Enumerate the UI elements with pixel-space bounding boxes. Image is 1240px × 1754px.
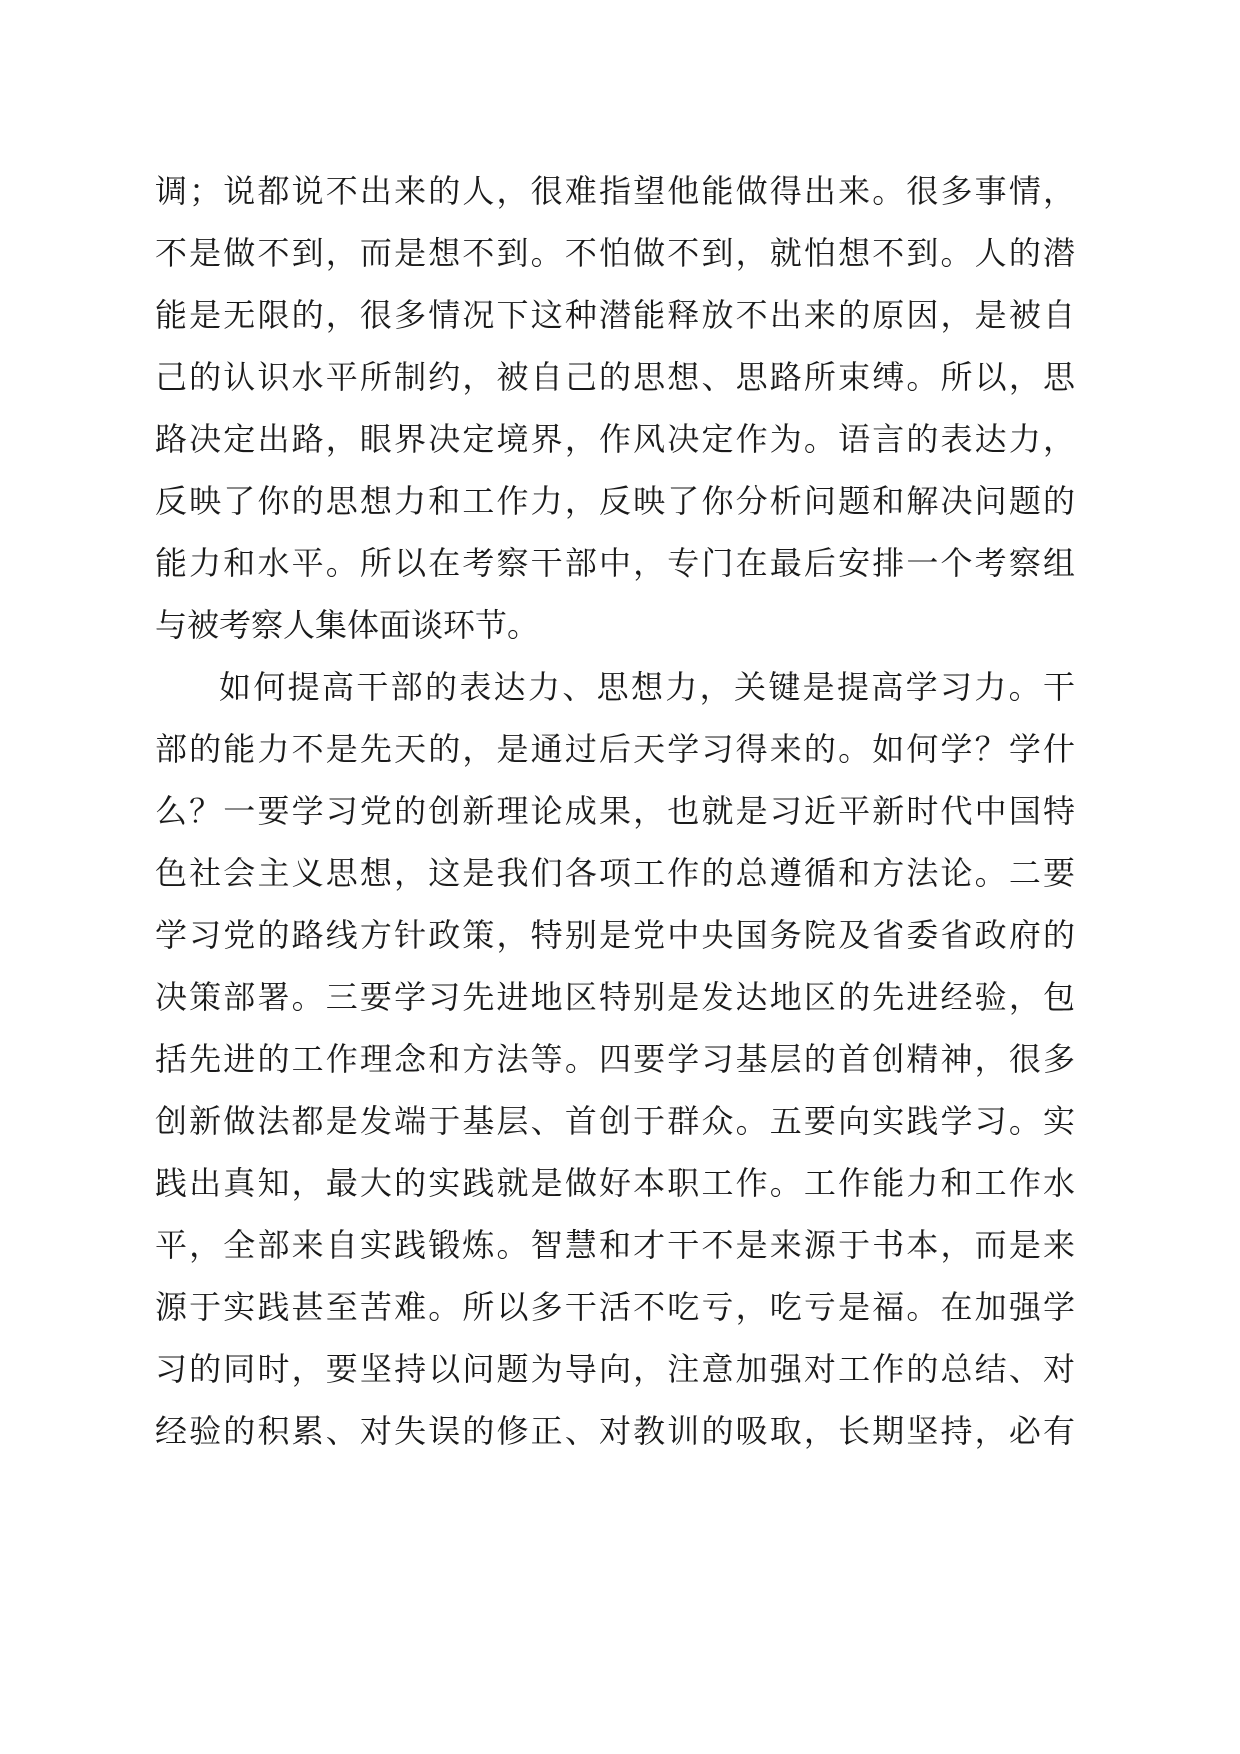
text-line: 践出真知，最大的实践就是做好本职工作。工作能力和工作水 [155, 1164, 1075, 1202]
text-line: 反映了你的思想力和工作力，反映了你分析问题和解决问题的 [155, 482, 1075, 520]
text-line: 么？一要学习党的创新理论成果，也就是习近平新时代中国特 [155, 792, 1075, 830]
text-line: 决策部署。三要学习先进地区特别是发达地区的先进经验，包 [155, 978, 1075, 1016]
paragraph-1 [155, 160, 1075, 656]
body-text [155, 160, 1075, 1462]
text-line: 平，全部来自实践锻炼。智慧和才干不是来源于书本，而是来 [155, 1226, 1075, 1264]
text-line: 习的同时，要坚持以问题为导向，注意加强对工作的总结、对 [155, 1350, 1075, 1388]
text-line: 创新做法都是发端于基层、首创于群众。五要向实践学习。实 [155, 1102, 1075, 1140]
text-line: 能是无限的，很多情况下这种潜能释放不出来的原因，是被自 [155, 296, 1075, 334]
text-line: 括先进的工作理念和方法等。四要学习基层的首创精神，很多 [155, 1040, 1075, 1078]
text-line: 调；说都说不出来的人，很难指望他能做得出来。很多事情， [155, 172, 1075, 210]
text-line: 如何提高干部的表达力、思想力，关键是提高学习力。干 [219, 668, 1075, 706]
text-line: 源于实践甚至苦难。所以多干活不吃亏，吃亏是福。在加强学 [155, 1288, 1075, 1326]
text-line: 不是做不到，而是想不到。不怕做不到，就怕想不到。人的潜 [155, 234, 1075, 272]
text-line: 己的认识水平所制约，被自己的思想、思路所束缚。所以，思 [155, 358, 1075, 396]
text-line: 色社会主义思想，这是我们各项工作的总遵循和方法论。二要 [155, 854, 1075, 892]
text-line: 学习党的路线方针政策，特别是党中央国务院及省委省政府的 [155, 916, 1075, 954]
text-line: 路决定出路，眼界决定境界，作风决定作为。语言的表达力， [155, 420, 1075, 458]
paragraph-2 [155, 656, 1075, 1462]
text-line: 与被考察人集体面谈环节。 [155, 606, 540, 644]
text-line: 能力和水平。所以在考察干部中，专门在最后安排一个考察组 [155, 544, 1075, 582]
text-line: 部的能力不是先天的，是通过后天学习得来的。如何学？学什 [155, 730, 1075, 768]
text-line: 经验的积累、对失误的修正、对教训的吸取，长期坚持，必有 [155, 1412, 1075, 1450]
